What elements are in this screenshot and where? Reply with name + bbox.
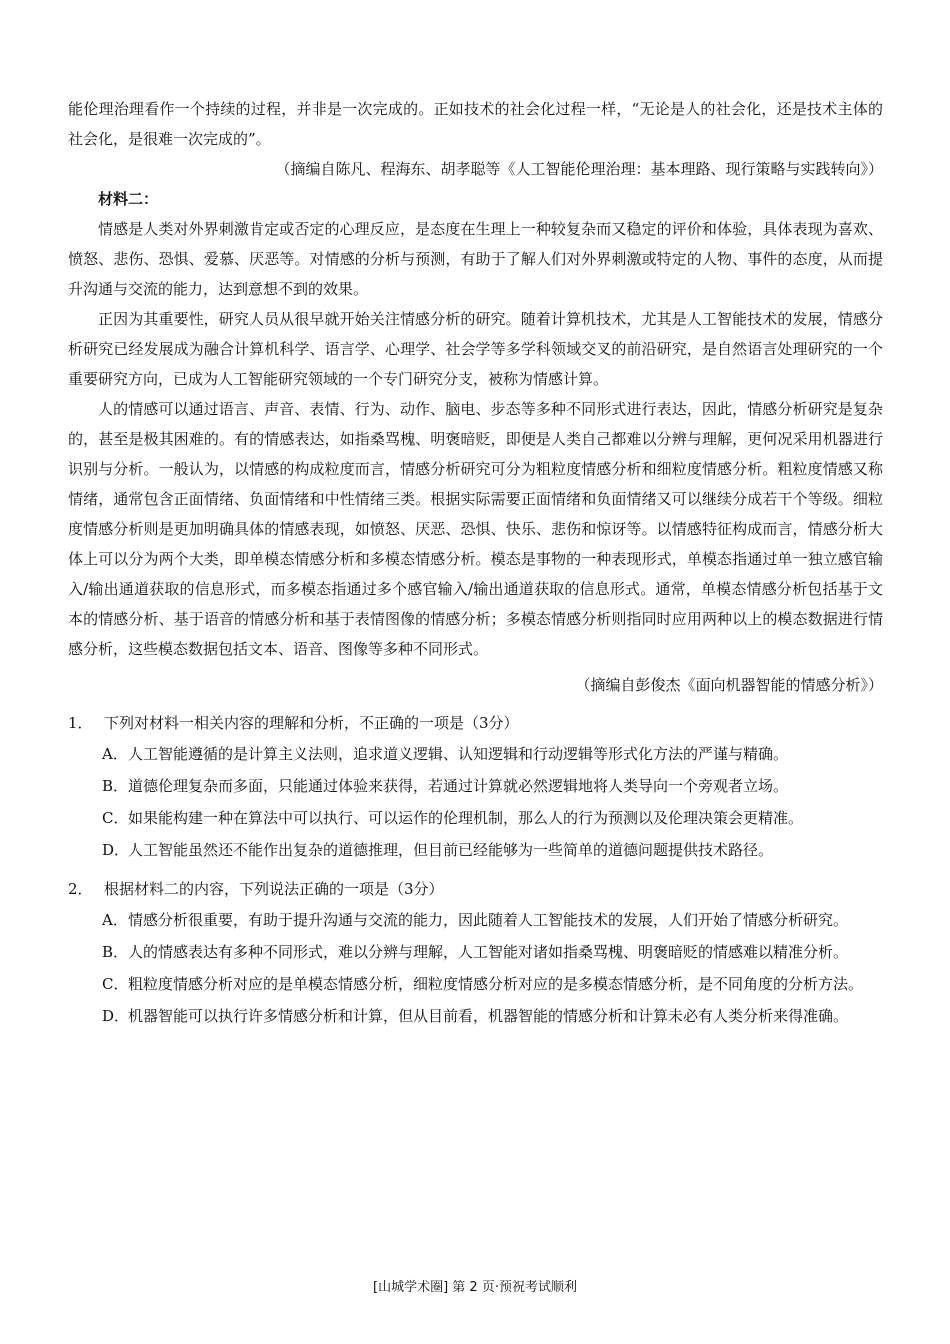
material1-source: （摘编自陈凡、程海东、胡孝聪等《人工智能伦理治理：基本理路、现行策略与实践转向》） — [275, 160, 883, 178]
option-label: B． — [102, 777, 129, 795]
option-text: 道德伦理复杂而多面，只能通过体验来获得，若通过计算就必然逻辑地将人类导向一个旁观者立场。 — [128, 777, 789, 795]
option-c[interactable] — [102, 968, 883, 1000]
material2-paragraph: 情感是人类对外界刺激肯定或否定的心理反应，是态度在生理上一种较复杂而又稳定的评价和体验，具体表现为喜欢、愤怒、悲伤、恐惧、爱慕、厌恶等。对情感的分析与预测，有助于了解人们对外界刺激或特定的人物、事件的态度，从而提升沟通与交流的能力，达到意想不到的效果。 — [68, 220, 883, 298]
option-b[interactable] — [102, 770, 883, 802]
option-label: A． — [102, 745, 128, 763]
option-text: 如果能构建一种在算法中可以执行、可以运作的伦理机制，那么人的行为预测以及伦理决策会更精准。 — [128, 809, 804, 827]
question-number: 2． — [68, 880, 93, 898]
option-text: 人工智能虽然还不能作出复杂的道德推理，但目前已经能够为一些简单的道德问题提供技术路径。 — [128, 841, 774, 859]
question-stem: 根据材料二的内容，下列说法正确的一项是（3分） — [104, 880, 444, 898]
option-a[interactable] — [102, 904, 883, 936]
option-label: C． — [102, 975, 129, 993]
question-number: 1． — [68, 714, 93, 732]
question-1-options — [68, 738, 883, 866]
option-text: 情感分析很重要，有助于提升沟通与交流的能力，因此随着人工智能技术的发展，人们开始了情感分析研究。 — [128, 911, 849, 929]
option-d[interactable] — [102, 1000, 883, 1032]
option-text: 机器智能可以执行许多情感分析和计算，但从目前看，机器智能的情感分析和计算未必有人类分析来得准确。 — [128, 1007, 849, 1025]
option-label: C． — [102, 809, 129, 827]
option-b[interactable] — [102, 936, 883, 968]
material2-paragraph: 人的情感可以通过语言、声音、表情、行为、动作、脑电、步态等多种不同形式进行表达，因此，情感分析研究是复杂的，甚至是极其困难的。有的情感表达，如指桑骂槐、明褒暗贬，即便是人类自己都难以分辨与理解，更何况采用机器进行识别与分析。一般认为，以情感的构成粒度而言，情感分析研究可分为粗粒度情感分析和细粒度情感分析。粗粒度情感又称情绪，通常包含正面情绪、负面情绪和中性情绪三类。根据实际需要正面情绪和负面情绪又可以继续分成若干个等级。细粒度情感分析则是更加明确具体的情感表现，如愤怒、厌恶、恐惧、快乐、悲伤和惊讶等。以情感特征构成而言，情感分析大体上可以分为两个大类，即单模态情感分析和多模态情感分析。模态是事物的一种表现形式，单模态指通过单一独立感官输入/输出通道获取的信息形式，而多模态指通过多个感官输入/输出通道获取的信息形式。通常，单模态情感分析包括基于文本的情感分析、基于语音的情感分析和基于表情图像的情感分析；多模态情感分析则指同时应用两种以上的模态数据进行情感分析，这些模态数据包括文本、语音、图像等多种不同形式。 — [68, 400, 883, 658]
question-stem: 下列对材料一相关内容的理解和分析，不正确的一项是（3分） — [104, 714, 519, 732]
material2-paragraph: 正因为其重要性，研究人员从很早就开始关注情感分析的研究。随着计算机技术，尤其是人工智能技术的发展，情感分析研究已经发展成为融合计算机科学、语言学、心理学、社会学等多学科领域交叉的前沿研究，是自然语言处理研究的一个重要研究方向，已成为人工智能研究领域的一个专门研究分支，被称为情感计算。 — [68, 310, 883, 388]
material2-heading: 材料二： — [98, 190, 159, 208]
option-d[interactable] — [102, 834, 883, 866]
option-text: 人工智能遵循的是计算主义法则，追求道义逻辑、认知逻辑和行动逻辑等形式化方法的严谨与精确。 — [128, 745, 789, 763]
option-text: 人的情感表达有多种不同形式，难以分辨与理解，人工智能对诸如指桑骂槐、明褒暗贬的情感难以精准分析。 — [128, 943, 849, 961]
option-a[interactable] — [102, 738, 883, 770]
option-label: D． — [102, 1007, 130, 1025]
page-footer: [山城学术圈] 第 2 页·预祝考试顺利 — [373, 1280, 577, 1295]
option-label: D． — [102, 841, 130, 859]
question-2-options — [68, 904, 883, 1032]
question-2 — [68, 874, 883, 904]
option-c[interactable] — [102, 802, 883, 834]
page-content — [68, 94, 883, 1032]
option-text: 粗粒度情感分析对应的是单模态情感分析，细粒度情感分析对应的是多模态情感分析，是不同角度的分析方法。 — [128, 975, 864, 993]
question-1 — [68, 708, 883, 738]
option-label: A． — [102, 911, 128, 929]
option-label: B． — [102, 943, 129, 961]
material1-tail-paragraph: 能伦理治理看作一个持续的过程，并非是一次完成的。正如技术的社会化过程一样，“无论是人的社会化，还是技术主体的社会化，是很难一次完成的”。 — [68, 100, 883, 148]
material2-source: （摘编自彭俊杰《面向机器智能的情感分析》） — [575, 676, 883, 694]
